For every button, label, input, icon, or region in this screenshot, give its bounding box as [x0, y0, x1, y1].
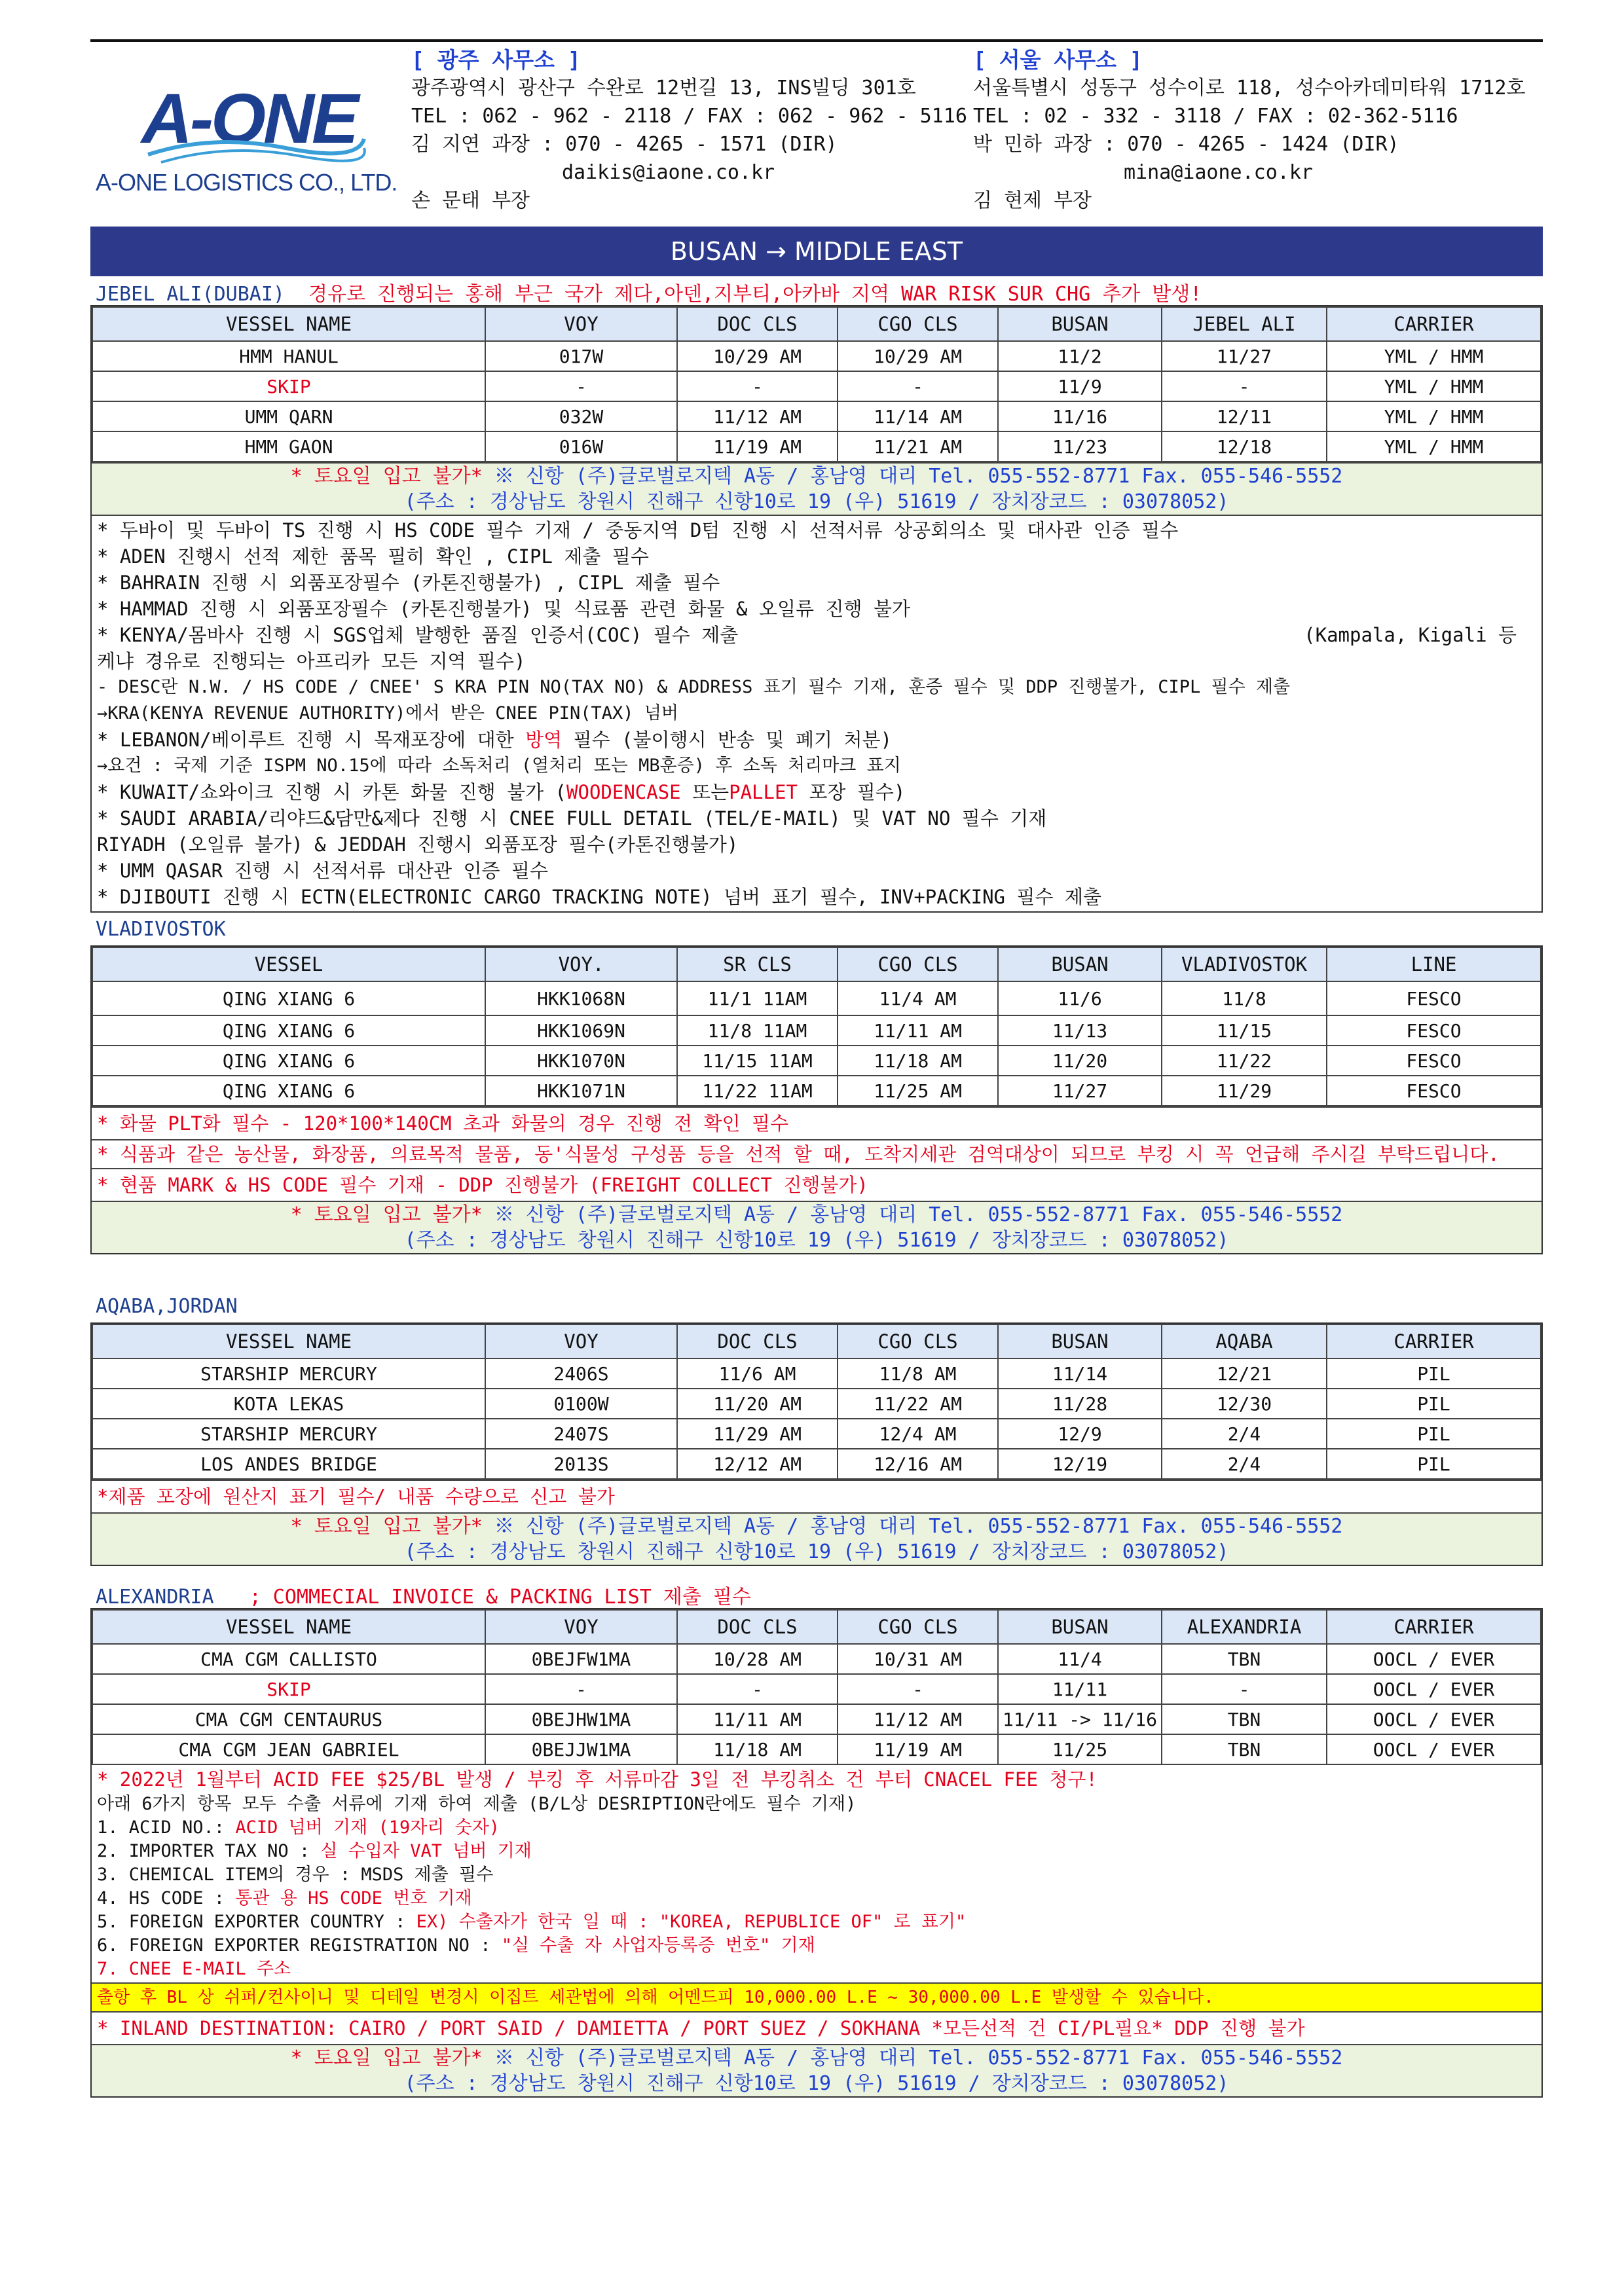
col-carrier: CARRIER: [1327, 1610, 1541, 1644]
note-text: EX) 수출자가 한국 일 때 : "KOREA, REPUBLICE OF" 로 표기": [416, 1912, 967, 1932]
doc-cls-cell: 11/12 AM: [677, 401, 838, 431]
seoul-email[interactable]: mina@iaone.co.kr: [1124, 161, 1313, 184]
note-text: 실 수입자 VAT 넘버 기재: [320, 1841, 532, 1861]
cgo-cls-cell: -: [838, 371, 998, 401]
vessel-cell: UMM QARN: [92, 401, 485, 431]
cgo-cls-cell: 12/16 AM: [838, 1449, 998, 1479]
pod-cell: 2/4: [1162, 1419, 1327, 1449]
busan-cell: 11/4: [998, 1644, 1162, 1674]
line-cell: FESCO: [1327, 981, 1541, 1015]
note-line: [97, 779, 1536, 805]
logo-subtitle: A-ONE LOGISTICS CO., LTD.: [96, 169, 397, 196]
note-text: PALLET: [729, 781, 798, 803]
note-line: [97, 1840, 1536, 1863]
note-line: 7. CNEE E-MAIL 주소: [97, 1959, 291, 1979]
busan-cell: 11/25: [998, 1734, 1162, 1764]
note-line: * SAUDI ARABIA/리야드&담만&제다 진행 시 CNEE FULL DETAIL (TEL/E-MAIL) 및 VAT NO 필수 기재: [97, 807, 1047, 829]
note-text: * INLAND DESTINATION:: [97, 2017, 349, 2039]
note-line: [97, 727, 1536, 753]
note-line: * BAHRAIN 진행 시 외품포장필수 (카톤진행불가) , CIPL 제출 필수: [97, 572, 720, 594]
vessel-cell: CMA CGM CALLISTO: [92, 1644, 485, 1674]
vessel-cell: QING XIANG 6: [92, 1076, 485, 1106]
note-line: →요건 : 국제 기준 ISPM NO.15에 따라 소독처리 (열처리 또는 MB훈증) 후 소독 처리마크 표지: [97, 756, 901, 776]
warehouse-agent-info: [92, 2044, 1541, 2096]
doc-cls-cell: -: [677, 1674, 838, 1704]
col-voy: VOY.: [485, 947, 677, 981]
voy-cell: 032W: [485, 401, 677, 431]
doc-cls-cell: 11/6 AM: [677, 1358, 838, 1389]
busan-cell: 11/14: [998, 1358, 1162, 1389]
cgo-cls-cell: -: [838, 1674, 998, 1704]
col-carrier: CARRIER: [1327, 307, 1541, 341]
pod-cell: 12/21: [1162, 1358, 1327, 1389]
note-text: 포장 필수): [797, 781, 906, 803]
col-voy: VOY: [485, 1610, 677, 1644]
vessel-cell: LOS ANDES BRIDGE: [92, 1449, 485, 1479]
note-line: [97, 1863, 1536, 1887]
table-header-row: [92, 1324, 1541, 1358]
busan-cell: 11/13: [998, 1015, 1162, 1046]
col-alexandria: ALEXANDRIA: [1162, 1610, 1327, 1644]
col-voy: VOY: [485, 1324, 677, 1358]
vladivostok-note: * 현품 MARK & HS CODE 필수 기재 - DDP 진행불가 (FREIGHT COLLECT 진행불가): [92, 1168, 1541, 1201]
voy-cell: -: [485, 371, 677, 401]
table-row: [92, 1046, 1541, 1076]
alexandria-title: ALEXANDRIA: [96, 1586, 214, 1609]
jebel-schedule-table: [92, 306, 1541, 462]
vessel-cell: QING XIANG 6: [92, 1046, 485, 1076]
table-row: [92, 1644, 1541, 1674]
seoul-office-title: [ 서울 사무소 ]: [973, 47, 1143, 73]
carrier-cell: PIL: [1327, 1449, 1541, 1479]
pod-cell: TBN: [1162, 1644, 1327, 1674]
seoul-office: [973, 46, 1525, 215]
note-text: 5. FOREIGN EXPORTER COUNTRY :: [97, 1912, 416, 1932]
pod-cell: TBN: [1162, 1734, 1327, 1764]
inland-destination-note: [92, 2011, 1541, 2044]
table-row: [92, 1734, 1541, 1764]
note-line: [97, 1910, 1536, 1934]
table-row: [92, 1015, 1541, 1046]
col-doc-cls: DOC CLS: [677, 1324, 838, 1358]
vessel-cell: STARSHIP MERCURY: [92, 1419, 485, 1449]
col-voy: VOY: [485, 307, 677, 341]
agent-contact: ※ 신항 (주)글로벌로지텍 A동 / 홍남영 대리 Tel. 055-552-8771 Fax. 055-546-5552: [482, 1203, 1343, 1226]
vessel-cell: SKIP: [92, 1674, 485, 1704]
carrier-cell: PIL: [1327, 1389, 1541, 1419]
col-jebel-ali: JEBEL ALI: [1162, 307, 1327, 341]
seoul-tel: TEL : 02 - 332 - 3118 / FAX : 02-362-5116: [973, 105, 1458, 128]
vladivostok-note: * 식품과 같은 농산물, 화장품, 의료목적 물품, 동'식물성 구성품 등을 선적 할 때, 도착지세관 검역대상이 되므로 부킹 시 꼭 언급해 주시길 부탁드립니다.: [92, 1139, 1541, 1168]
col-doc-cls: DOC CLS: [677, 307, 838, 341]
agent-address: (주소 : 경상남도 창원시 진해구 신항10로 19 (우) 51619 / 장치장코드 : 03078052): [404, 1229, 1229, 1252]
warehouse-agent-info: [92, 1201, 1541, 1253]
table-row: [92, 981, 1541, 1015]
carrier-cell: PIL: [1327, 1419, 1541, 1449]
voy-cell: 0BEJFW1MA: [485, 1644, 677, 1674]
note-text: 또는: [680, 781, 729, 803]
table-row: [92, 1419, 1541, 1449]
pod-cell: 12/30: [1162, 1389, 1327, 1419]
doc-cls-cell: 12/12 AM: [677, 1449, 838, 1479]
note-text: MSDS 제출 필수: [361, 1865, 494, 1885]
note-line: * 두바이 및 두바이 TS 진행 시 HS CODE 필수 기재 / 중동지역 D텀 진행 시 선적서류 상공회의소 및 대사관 인증 필수: [97, 519, 1179, 541]
busan-cell: 11/2: [998, 341, 1162, 371]
vladivostok-note: * 화물 PLT화 필수 - 120*100*140CM 초과 화물의 경우 진행 전 확인 필수: [92, 1106, 1541, 1139]
table-header-row: [92, 947, 1541, 981]
vessel-cell: CMA CGM CENTAURUS: [92, 1704, 485, 1734]
line-cell: FESCO: [1327, 1015, 1541, 1046]
note-text: 4. HS CODE :: [97, 1888, 236, 1908]
agent-contact: ※ 신항 (주)글로벌로지텍 A동 / 홍남영 대리 Tel. 055-552-8771 Fax. 055-546-5552: [482, 2047, 1343, 2069]
note-line: * HAMMAD 진행 시 외품포장필수 (카톤진행불가) 및 식료품 관련 화물 & 오일류 진행 불가: [97, 598, 910, 620]
pod-cell: 2/4: [1162, 1449, 1327, 1479]
vessel-cell: QING XIANG 6: [92, 981, 485, 1015]
cgo-cls-cell: 11/21 AM: [838, 431, 998, 462]
busan-cell: 11/28: [998, 1389, 1162, 1419]
vladivostok-schedule-table: [92, 947, 1541, 1106]
col-vessel: VESSEL NAME: [92, 307, 485, 341]
vessel-cell: KOTA LEKAS: [92, 1389, 485, 1419]
cgo-cls-cell: 11/11 AM: [838, 1015, 998, 1046]
cgo-cls-cell: 11/19 AM: [838, 1734, 998, 1764]
cgo-cls-cell: 11/14 AM: [838, 401, 998, 431]
note-text: (Kampala, Kigali 등: [1304, 624, 1517, 646]
note-text: 필수 (불이행시 반송 및 폐기 처분): [562, 729, 892, 751]
table-row: [92, 1704, 1541, 1734]
pod-cell: -: [1162, 371, 1327, 401]
doc-cls-cell: 11/18 AM: [677, 1734, 838, 1764]
note-text: * KENYA/몸바사 진행 시 SGS업체 발행한 품질 인증서(COC) 필수 제출: [97, 624, 739, 646]
agent-contact: ※ 신항 (주)글로벌로지텍 A동 / 홍남영 대리 Tel. 055-552-8771 Fax. 055-546-5552: [482, 465, 1343, 488]
note-text: * KUWAIT/쇼와이크 진행 시 카톤 화물 진행 불가 (: [97, 781, 567, 803]
seoul-manager: 김 현제 부장: [973, 189, 1092, 212]
busan-cell: 11/11: [998, 1674, 1162, 1704]
agent-address: (주소 : 경상남도 창원시 진해구 신항10로 19 (우) 51619 / 장치장코드 : 03078052): [404, 1540, 1229, 1563]
pod-cell: 11/8: [1162, 981, 1327, 1015]
voy-cell: 2013S: [485, 1449, 677, 1479]
logo-wordmark: [135, 71, 371, 169]
pod-cell: 12/11: [1162, 401, 1327, 431]
amend-fee-warning: 출항 후 BL 상 쉬퍼/컨사이니 및 디테일 변경시 이집트 세관법에 의해 어멘드피 10,000.00 L.E ~ 30,000.00 L.E 발생할 수 있습니다.: [92, 1982, 1541, 2011]
note-text: ACID 넘버 기재 (19자리 숫자): [235, 1817, 500, 1838]
col-aqaba: AQABA: [1162, 1324, 1327, 1358]
pod-cell: 12/18: [1162, 431, 1327, 462]
cgo-cls-cell: 11/25 AM: [838, 1076, 998, 1106]
voy-cell: HKK1070N: [485, 1046, 677, 1076]
carrier-cell: YML / HMM: [1327, 431, 1541, 462]
aqaba-note: *제품 포장에 원산지 표기 필수/ 내품 수량으로 신고 불가: [92, 1480, 1541, 1512]
table-row: [92, 371, 1541, 401]
busan-cell: 11/6: [998, 981, 1162, 1015]
sr-cls-cell: 11/8 11AM: [677, 1015, 838, 1046]
gwangju-office: [411, 46, 967, 215]
saturday-warning: * 토요일 입고 불가*: [290, 1203, 483, 1226]
busan-cell: 11/11 -> 11/16: [998, 1704, 1162, 1734]
jebel-section: [90, 305, 1543, 913]
carrier-cell: OOCL / EVER: [1327, 1734, 1541, 1764]
jebel-notes: [92, 515, 1541, 911]
voy-cell: 017W: [485, 341, 677, 371]
aqaba-section: [90, 1322, 1543, 1566]
pod-cell: 11/27: [1162, 341, 1327, 371]
note-line: [97, 1934, 1536, 1958]
cgo-cls-cell: 12/4 AM: [838, 1419, 998, 1449]
carrier-cell: PIL: [1327, 1358, 1541, 1389]
alexandria-notes: [92, 1765, 1541, 1982]
note-line: * ADEN 진행시 선적 제한 품목 필히 확인 , CIPL 제출 필수: [97, 545, 649, 568]
busan-cell: 12/9: [998, 1419, 1162, 1449]
col-vessel: VESSEL NAME: [92, 1324, 485, 1358]
warehouse-agent-info: [92, 462, 1541, 515]
col-vladivostok: VLADIVOSTOK: [1162, 947, 1327, 981]
busan-cell: 11/20: [998, 1046, 1162, 1076]
alexandria-section: [90, 1608, 1543, 2098]
voy-cell: HKK1069N: [485, 1015, 677, 1046]
agent-contact: ※ 신항 (주)글로벌로지텍 A동 / 홍남영 대리 Tel. 055-552-8771 Fax. 055-546-5552: [482, 1515, 1343, 1538]
col-sr-cls: SR CLS: [677, 947, 838, 981]
vessel-cell: CMA CGM JEAN GABRIEL: [92, 1734, 485, 1764]
cgo-cls-cell: 10/31 AM: [838, 1644, 998, 1674]
note-line: →KRA(KENYA REVENUE AUTHORITY)에서 받은 CNEE PIN(TAX) 넘버: [97, 703, 678, 723]
busan-cell: 11/23: [998, 431, 1162, 462]
note-line: [97, 622, 1536, 648]
pod-cell: 11/22: [1162, 1046, 1327, 1076]
gwangju-staff: 김 지연 과장 : 070 - 4265 - 1571 (DIR): [411, 133, 838, 156]
table-row: [92, 1674, 1541, 1704]
busan-cell: 11/9: [998, 371, 1162, 401]
vladivostok-section: [90, 945, 1543, 1254]
agent-address: (주소 : 경상남도 창원시 진해구 신항10로 19 (우) 51619 / 장치장코드 : 03078052): [404, 490, 1229, 513]
vessel-cell: STARSHIP MERCURY: [92, 1358, 485, 1389]
vessel-cell: SKIP: [92, 371, 485, 401]
carrier-cell: YML / HMM: [1327, 401, 1541, 431]
carrier-cell: OOCL / EVER: [1327, 1704, 1541, 1734]
jebel-warning: 경유로 진행되는 홍해 부근 국가 제다,아덴,지부티,아카바 지역 WAR RISK SUR CHG 추가 발생!: [308, 283, 1202, 306]
company-logo: [96, 71, 397, 202]
pod-cell: TBN: [1162, 1704, 1327, 1734]
doc-cls-cell: 10/29 AM: [677, 341, 838, 371]
alexandria-subtitle: ; COMMECIAL INVOICE & PACKING LIST 제출 필수: [249, 1586, 751, 1609]
note-line: [97, 1887, 1536, 1910]
warehouse-agent-info: [92, 1512, 1541, 1565]
note-text: 6. FOREIGN EXPORTER REGISTRATION NO :: [97, 1935, 502, 1956]
jebel-title: JEBEL ALI(DUBAI): [96, 283, 285, 306]
vessel-cell: HMM GAON: [92, 431, 485, 462]
doc-cls-cell: 11/29 AM: [677, 1419, 838, 1449]
col-cgo-cls: CGO CLS: [838, 947, 998, 981]
carrier-cell: YML / HMM: [1327, 371, 1541, 401]
note-text: 3. CHEMICAL ITEM의 경우 :: [97, 1865, 361, 1885]
col-vessel: VESSEL NAME: [92, 1610, 485, 1644]
carrier-cell: YML / HMM: [1327, 341, 1541, 371]
col-cgo-cls: CGO CLS: [838, 1610, 998, 1644]
svg-text:A-ONE: A-ONE: [141, 79, 356, 158]
col-line: LINE: [1327, 947, 1541, 981]
voy-cell: 0100W: [485, 1389, 677, 1419]
sr-cls-cell: 11/1 11AM: [677, 981, 838, 1015]
busan-cell: 11/16: [998, 401, 1162, 431]
saturday-warning: * 토요일 입고 불가*: [290, 465, 483, 488]
table-row: [92, 1389, 1541, 1419]
voy-cell: 2407S: [485, 1419, 677, 1449]
seoul-address: 서울특별시 성동구 성수이로 118, 성수아카데미타워 1712호: [973, 77, 1526, 100]
col-cgo-cls: CGO CLS: [838, 307, 998, 341]
table-row: [92, 1449, 1541, 1479]
line-cell: FESCO: [1327, 1076, 1541, 1106]
cgo-cls-cell: 11/12 AM: [838, 1704, 998, 1734]
note-line: - DESC란 N.W. / HS CODE / CNEE' S KRA PIN NO(TAX NO) & ADDRESS 표기 필수 기재, 훈증 필수 및 DDP 진행불가, CIPL 필수 제출: [97, 677, 1291, 697]
aqaba-section-title: AQABA,JORDAN: [96, 1295, 238, 1318]
carrier-cell: OOCL / EVER: [1327, 1644, 1541, 1674]
note-line: 케냐 경유로 진행되는 아프리카 모든 지역 필수): [97, 650, 526, 672]
voy-cell: 2406S: [485, 1358, 677, 1389]
col-busan: BUSAN: [998, 1324, 1162, 1358]
note-line: * DJIBOUTI 진행 시 ECTN(ELECTRONIC CARGO TRACKING NOTE) 넘버 표기 필수, INV+PACKING 필수 제출: [97, 886, 1101, 908]
line-cell: FESCO: [1327, 1046, 1541, 1076]
note-text: "실 수출 자 사업자등록증 번호" 기재: [501, 1935, 815, 1956]
note-text: WOODENCASE: [566, 781, 681, 803]
note-text: 통관 용 HS CODE 번호 기재: [235, 1888, 472, 1908]
note-text: 2. IMPORTER TAX NO :: [97, 1841, 321, 1861]
note-line: 아래 6가지 항목 모두 수출 서류에 기재 하여 제출 (B/L상 DESRIPTION란에도 필수 기재): [97, 1794, 857, 1814]
cgo-cls-cell: 11/22 AM: [838, 1389, 998, 1419]
pod-cell: 11/15: [1162, 1015, 1327, 1046]
alexandria-section-title: [96, 1580, 751, 1609]
note-line: [97, 1816, 1536, 1840]
pod-cell: -: [1162, 1674, 1327, 1704]
gwangju-tel: TEL : 062 - 962 - 2118 / FAX : 062 - 962 - 5116: [411, 105, 967, 128]
saturday-warning: * 토요일 입고 불가*: [290, 2047, 483, 2069]
route-title: BUSAN → MIDDLE EAST: [90, 227, 1543, 276]
table-header-row: [92, 307, 1541, 341]
table-row: [92, 341, 1541, 371]
vessel-cell: QING XIANG 6: [92, 1015, 485, 1046]
table-row: [92, 1076, 1541, 1106]
letterhead: [90, 39, 1543, 225]
cgo-cls-cell: 11/4 AM: [838, 981, 998, 1015]
cgo-cls-cell: 11/18 AM: [838, 1046, 998, 1076]
jebel-section-title: [96, 278, 1202, 306]
vessel-cell: HMM HANUL: [92, 341, 485, 371]
gwangju-manager: 손 문태 부장: [411, 189, 530, 212]
seoul-staff: 박 민하 과장 : 070 - 4265 - 1424 (DIR): [973, 133, 1399, 156]
col-cgo-cls: CGO CLS: [838, 1324, 998, 1358]
agent-address: (주소 : 경상남도 창원시 진해구 신항10로 19 (우) 51619 / 장치장코드 : 03078052): [404, 2072, 1229, 2095]
saturday-warning: * 토요일 입고 불가*: [290, 1515, 483, 1538]
table-row: [92, 401, 1541, 431]
table-row: [92, 431, 1541, 462]
gwangju-office-title: [ 광주 사무소 ]: [411, 47, 581, 73]
cgo-cls-cell: 10/29 AM: [838, 341, 998, 371]
col-busan: BUSAN: [998, 947, 1162, 981]
pod-cell: 11/29: [1162, 1076, 1327, 1106]
col-busan: BUSAN: [998, 1610, 1162, 1644]
sr-cls-cell: 11/22 11AM: [677, 1076, 838, 1106]
busan-cell: 12/19: [998, 1449, 1162, 1479]
note-line: RIYADH (오일류 불가) & JEDDAH 진행시 외품포장 필수(카톤진행불가): [97, 833, 739, 856]
alexandria-schedule-table: [92, 1609, 1541, 1765]
gwangju-address: 광주광역시 광산구 수완로 12번길 13, INS빌딩 301호: [411, 77, 916, 100]
note-text: CAIRO / PORT SAID / DAMIETTA / PORT SUEZ / SOKHANA *모든선적 건 CI/PL필요* DDP 진행 불가: [348, 2017, 1305, 2039]
note-text: 방역: [525, 729, 563, 751]
note-line: * 2022년 1월부터 ACID FEE $25/BL 발생 / 부킹 후 서류마감 3일 전 부킹취소 건 부터 CNACEL FEE 청구!: [97, 1768, 1098, 1791]
voy-cell: -: [485, 1674, 677, 1704]
doc-cls-cell: 11/11 AM: [677, 1704, 838, 1734]
sr-cls-cell: 11/15 11AM: [677, 1046, 838, 1076]
cgo-cls-cell: 11/8 AM: [838, 1358, 998, 1389]
col-busan: BUSAN: [998, 307, 1162, 341]
table-row: [92, 1358, 1541, 1389]
doc-cls-cell: 10/28 AM: [677, 1644, 838, 1674]
vladivostok-section-title: VLADIVOSTOK: [96, 918, 226, 941]
table-header-row: [92, 1610, 1541, 1644]
note-text: 1. ACID NO.:: [97, 1817, 236, 1838]
carrier-cell: OOCL / EVER: [1327, 1674, 1541, 1704]
doc-cls-cell: -: [677, 371, 838, 401]
note-text: * LEBANON/베이루트 진행 시 목재포장에 대한: [97, 729, 526, 751]
col-carrier: CARRIER: [1327, 1324, 1541, 1358]
voy-cell: HKK1068N: [485, 981, 677, 1015]
doc-cls-cell: 11/19 AM: [677, 431, 838, 462]
doc-cls-cell: 11/20 AM: [677, 1389, 838, 1419]
voy-cell: 016W: [485, 431, 677, 462]
voy-cell: HKK1071N: [485, 1076, 677, 1106]
gwangju-email[interactable]: daikis@iaone.co.kr: [562, 161, 775, 184]
note-line: * UMM QASAR 진행 시 선적서류 대산관 인증 필수: [97, 860, 549, 882]
busan-cell: 11/27: [998, 1076, 1162, 1106]
aqaba-schedule-table: [92, 1324, 1541, 1480]
voy-cell: 0BEJHW1MA: [485, 1704, 677, 1734]
col-doc-cls: DOC CLS: [677, 1610, 838, 1644]
voy-cell: 0BEJJW1MA: [485, 1734, 677, 1764]
col-vessel: VESSEL: [92, 947, 485, 981]
